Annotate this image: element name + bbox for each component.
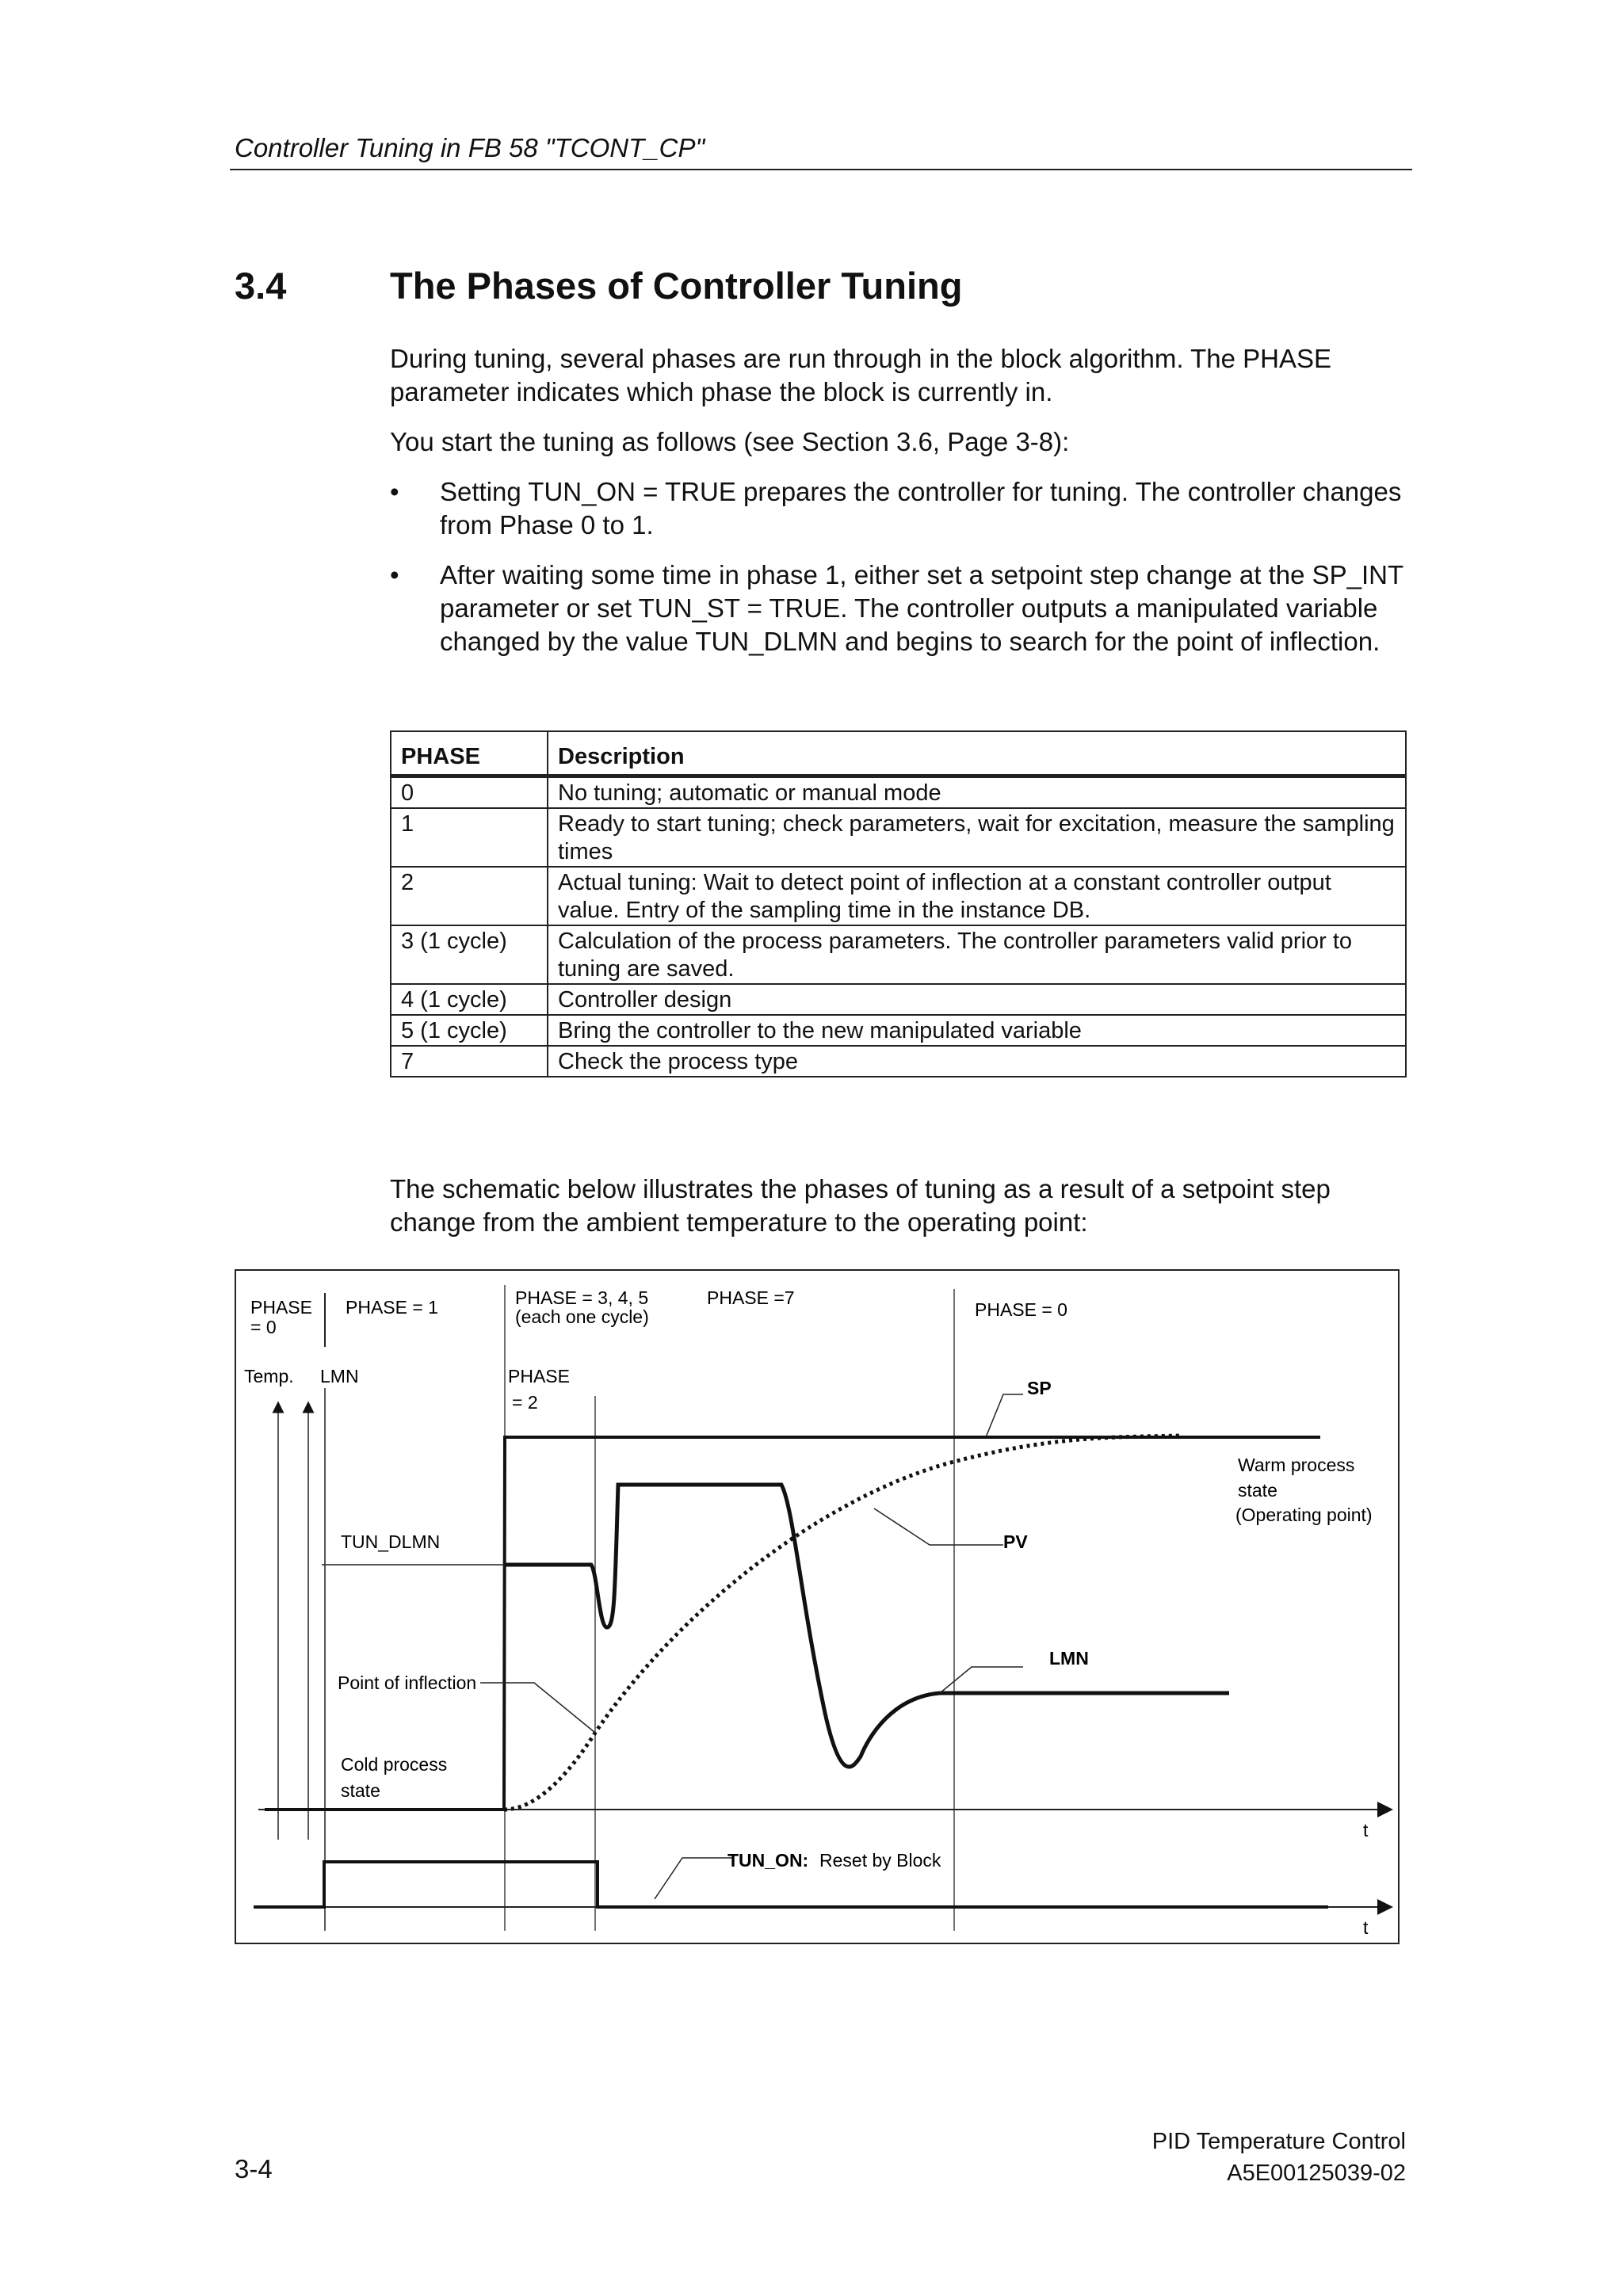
pv-curve xyxy=(504,1436,1182,1810)
bullet-item: Setting TUN_ON = TRUE prepares the controller for tuning. The controller changes from Phase 0 to 1. xyxy=(440,477,1402,540)
description-cell: Calculation of the process parameters. The controller parameters valid prior to tuning are saved. xyxy=(548,925,1406,984)
lmn-curve xyxy=(505,1485,1229,1767)
description-column-header: Description xyxy=(548,731,1406,776)
time-label-upper: t xyxy=(1363,1820,1369,1840)
footer-document-info xyxy=(1152,2126,1406,2189)
phase-0-end-label: PHASE = 0 xyxy=(975,1299,1067,1320)
phase-cell: 3 (1 cycle) xyxy=(391,925,548,984)
phase-345-label: PHASE = 3, 4, 5 xyxy=(515,1287,649,1308)
description-cell: Bring the controller to the new manipulated variable xyxy=(548,1015,1406,1046)
phase-cell: 4 (1 cycle) xyxy=(391,984,548,1015)
schematic-paragraph: The schematic below illustrates the phases of tuning as a result of a setpoint step change from the ambient temperature to the operating point: xyxy=(390,1174,1331,1237)
section-title: The Phases of Controller Tuning xyxy=(390,265,963,307)
phase-cell: 5 (1 cycle) xyxy=(391,1015,548,1046)
table-row xyxy=(391,1046,1406,1077)
tuning-phases-schematic xyxy=(235,1269,1400,1944)
pv-leader-line xyxy=(874,1508,1003,1545)
bullet-item: After waiting some time in phase 1, either set a setpoint step change at the SP_INT parameter or set TUN_ST = TRUE. The controller outputs a manipulated variable changed by the value TUN_DLMN and begins to search for the point of inflection. xyxy=(440,560,1403,656)
bullet-symbol: • xyxy=(390,477,399,506)
start-paragraph: You start the tuning as follows (see Section 3.6, Page 3-8): xyxy=(390,427,1070,456)
phase-1-label: PHASE = 1 xyxy=(346,1297,438,1318)
pv-label: PV xyxy=(1003,1531,1028,1552)
time-label-lower: t xyxy=(1363,1917,1369,1938)
phase-0-label: PHASE xyxy=(250,1297,312,1318)
table-row xyxy=(391,925,1406,984)
table-row xyxy=(391,867,1406,925)
warm-state-label: Warm process xyxy=(1238,1455,1355,1475)
tun-on-label: TUN_ON: xyxy=(727,1850,809,1871)
section-number: 3.4 xyxy=(235,265,287,307)
lmn-axis-label: LMN xyxy=(320,1366,359,1386)
inflection-leader-line xyxy=(480,1683,595,1733)
description-cell: No tuning; automatic or manual mode xyxy=(548,776,1406,809)
inflection-label: Point of inflection xyxy=(338,1672,477,1693)
header-rule xyxy=(230,169,1412,170)
footer-doc-id: A5E00125039-02 xyxy=(1227,2161,1406,2186)
warm-state-label: (Operating point) xyxy=(1235,1505,1373,1525)
description-cell: Controller design xyxy=(548,984,1406,1015)
phase-table xyxy=(390,730,1407,1077)
phase-345-label: (each one cycle) xyxy=(515,1306,649,1327)
description-cell: Actual tuning: Wait to detect point of inflection at a constant controller output value. Entry of the sampling time in the instance DB. xyxy=(548,867,1406,925)
sp-leader-line xyxy=(986,1394,1023,1437)
warm-state-label: state xyxy=(1238,1480,1277,1501)
description-cell: Check the process type xyxy=(548,1046,1406,1077)
phase-cell: 2 xyxy=(391,867,548,925)
table-row xyxy=(391,776,1406,809)
tun-on-leader-line xyxy=(655,1858,734,1899)
figure-frame xyxy=(235,1270,1399,1943)
table-row xyxy=(391,1015,1406,1046)
table-row xyxy=(391,808,1406,867)
phase-2-label: PHASE xyxy=(508,1366,570,1386)
phase-2-label: = 2 xyxy=(512,1392,538,1413)
phase-cell: 7 xyxy=(391,1046,548,1077)
phase-column-header: PHASE xyxy=(391,731,548,776)
table-header-row xyxy=(391,731,1406,776)
lmn-curve-label: LMN xyxy=(1049,1648,1089,1669)
phase-cell: 1 xyxy=(391,808,548,867)
tun-dlmn-label: TUN_DLMN xyxy=(341,1531,441,1552)
tun-on-reset-label: Reset by Block xyxy=(819,1850,941,1871)
phase-7-label: PHASE =7 xyxy=(707,1287,795,1308)
footer-page-number: 3-4 xyxy=(235,2154,273,2183)
cold-state-label: state xyxy=(341,1780,380,1801)
page-header-title: Controller Tuning in FB 58 "TCONT_CP" xyxy=(235,133,705,162)
footer-doc-title: PID Temperature Control xyxy=(1151,2129,1406,2154)
phase-0-label: = 0 xyxy=(250,1317,277,1337)
table-row xyxy=(391,984,1406,1015)
sp-label: SP xyxy=(1027,1378,1052,1398)
description-cell: Ready to start tuning; check parameters, wait for excitation, measure the sampling times xyxy=(548,808,1406,867)
phase-cell: 0 xyxy=(391,776,548,809)
intro-paragraph: During tuning, several phases are run through in the block algorithm. The PHASE parameter indicates which phase the block is currently in. xyxy=(390,344,1332,406)
tuning-phases-figure xyxy=(235,1269,1400,1944)
temp-axis-label: Temp. xyxy=(244,1366,294,1386)
bullet-symbol: • xyxy=(390,560,399,589)
lmn-leader-line xyxy=(940,1667,1023,1693)
cold-state-label: Cold process xyxy=(341,1754,448,1775)
